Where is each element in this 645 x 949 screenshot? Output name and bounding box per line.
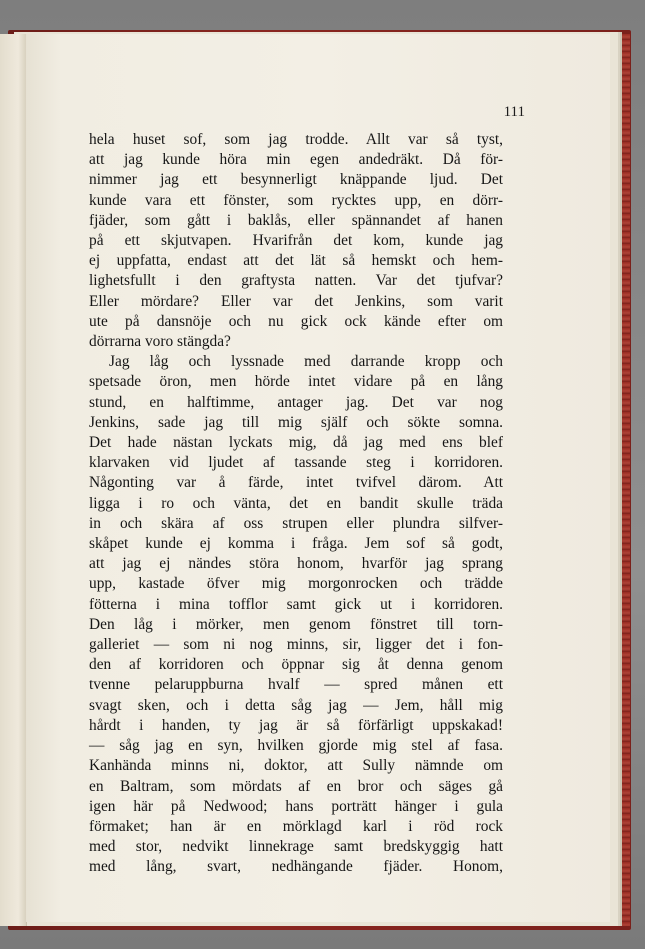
text-line: med lång, svart, nedhängande fjäder. Honom, <box>89 858 503 876</box>
text-line: hårdt i handen, ty jag är så förfärligt uppskakad! <box>89 716 503 734</box>
text-line: på ett skjutvapen. Hvarifrån det kom, kunde jag <box>89 232 503 250</box>
text-line: galleriet — som ni nog minns, sir, ligger det i fon- <box>89 636 503 654</box>
text-line: svagt sken, och i detta såg jag — Jem, håll mig <box>89 696 503 714</box>
page-number: 111 <box>503 104 525 120</box>
text-line: Jag låg och lyssnade med darrande kropp och <box>109 353 503 371</box>
text-line: Kanhända minns ni, doktor, att Sully nämnde om <box>89 757 503 775</box>
text-line: Det hade nästan lyckats mig, då jag med ens blef <box>89 434 503 452</box>
text-line: Eller mördare? Eller var det Jenkins, som varit <box>89 292 503 310</box>
text-line: upp, kastade öfver mig morgonrocken och trädde <box>89 575 503 593</box>
text-line: skåpet kunde ej komma i fråga. Jem sof så godt, <box>89 535 503 553</box>
text-line: nimmer jag ett besynnerligt knäppande ljud. Det <box>89 171 503 189</box>
text-line: klarvaken vid ljudet af tassande steg i korridoren. <box>89 454 503 472</box>
text-line: Någonting var å färde, intet tvifvel därom. Att <box>89 474 503 492</box>
book-cover-edge <box>616 34 630 926</box>
text-line: den af korridoren och öppnar sig åt denna genom <box>89 656 503 674</box>
book-page <box>26 34 610 922</box>
text-line: Den låg i mörker, men genom fönstret till torn- <box>89 615 503 633</box>
text-line: igen här på Nedwood; hans porträtt hänger i gula <box>89 797 503 815</box>
text-line: hela huset sof, som jag trodde. Allt var så tyst, <box>89 131 503 148</box>
text-line: ej uppfatta, endast att det lät så hemskt och hem- <box>89 252 503 270</box>
text-line: en Baltram, som mördats af en bror och säges gå <box>89 777 503 795</box>
text-line: stund, en halftimme, antager jag. Det var nog <box>89 393 503 411</box>
text-line: dörrarna voro stängda? <box>89 333 231 351</box>
text-line: in och skära af oss strupen eller plundra silfver- <box>89 514 503 532</box>
text-line: fjäder, som gått i baklås, eller spännandet af hanen <box>89 211 503 229</box>
text-line: ligga i ro och vänta, det en bandit skulle träda <box>89 494 503 512</box>
text-line: förmaket; han är en mörklagd karl i röd rock <box>89 817 503 835</box>
text-line: fötterna i mina tofflor samt gick ut i korridoren. <box>89 595 503 613</box>
text-line: med stor, nedvikt linnekrage samt bredskyggig hatt <box>89 838 503 856</box>
body-text <box>89 130 503 878</box>
text-line: — såg jag en syn, hvilken gjorde mig stel af fasa. <box>89 737 503 755</box>
text-line: Jenkins, sade jag till mig själf och sökte somna. <box>89 413 503 431</box>
text-line: ute på dansnöje och nu gick ock kände efter om <box>89 312 503 330</box>
text-line: tvenne pelaruppburna hvalf — spred månen ett <box>89 676 503 694</box>
text-line: kunde vara ett fönster, som rycktes upp, en dörr- <box>89 191 503 209</box>
text-line: lighetsfullt i den graftysta natten. Var det tjufvar? <box>89 272 503 290</box>
left-page-edge <box>0 34 27 926</box>
text-line: att jag ej nändes störa honom, hvarför jag sprang <box>89 555 503 573</box>
text-line: att jag kunde höra min egen andedräkt. Då för- <box>89 151 503 169</box>
text-line: spetsade öron, men hörde intet vidare på en lång <box>89 373 503 391</box>
